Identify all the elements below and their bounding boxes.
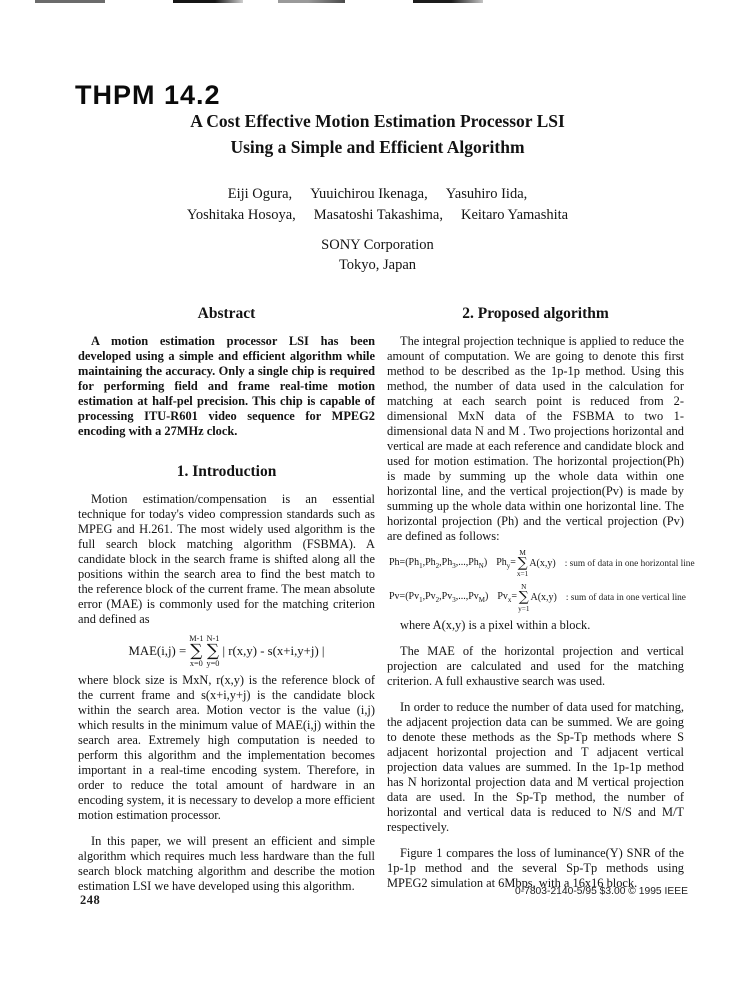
- section-heading-introduction: 1. Introduction: [176, 463, 277, 480]
- paragraph: The integral projection technique is applied to reduce the amount of computation. We are going to denote this first method to be described as the 1p-1p method. Using this method, the number of data used in the calculation for matching at each search point is reduced from 2-dimensional MxN data of the FSBMA to two 1-dimensional data N and M . Two projections horizontal and vertical are made at each reference and candidate block and used for motion estimation. The horizontal projection(Ph) is made by summing up the whole data within one horizontal line, and the vertical projection(Pv) is made by summing up the whole data within one horizontal line. The horizontal projection (Ph) and the vertical projection (Pv) are defined as follows:: [387, 334, 684, 543]
- pv-note: : sum of data in one vertical line: [565, 592, 686, 603]
- equation-ph: [389, 548, 695, 579]
- scan-artifact-line: [413, 0, 483, 3]
- paragraph: where block size is MxN, r(x,y) is the reference block of the current frame and s(x+i,y+j) is the candidate block within the search area. Motion vector is the value (i,j) which results in the minimum value of MAE(i,j) within the search area. Extremely high computation is needed to perform this algorithm and the implementation becomes important in a real-time encoding system. Therefore, in order to reduce the total amount of hardware in an encoding system, it is necessary to develop a more efficient motion estimation processor.: [78, 673, 375, 823]
- page-number: 248: [80, 893, 101, 907]
- sigma-icon: ∑: [517, 555, 528, 572]
- paragraph: The MAE of the horizontal projection and vertical projection are calculated and used for the matching criterion. A full exhaustive search was used.: [387, 643, 684, 688]
- section-heading-proposed-algorithm: 2. Proposed algorithm: [462, 305, 609, 322]
- column-left: [78, 303, 375, 894]
- paper-title-line-2: Using a Simple and Efficient Algorithm: [230, 137, 525, 157]
- ph-note: : sum of data in one horizontal line: [564, 558, 695, 569]
- authors-line-2: [0, 207, 755, 224]
- equation-pv: [389, 583, 684, 612]
- pv-vector: $Pv=(Pv_1,Pv_2,Pv_3,...,Pv_M)$: [389, 591, 489, 605]
- paper-title: [0, 108, 755, 160]
- paragraph: In this paper, we will present an efficient and simple algorithm which requires much less hardware than the full search block matching algorithm and describe the motion estimation LSI we have developed using this algorithm.: [78, 834, 375, 894]
- paper-body: [78, 303, 695, 894]
- abstract-heading: Abstract: [197, 305, 256, 322]
- author-name: Masatoshi Takashima,: [313, 207, 443, 223]
- abstract-body: A motion estimation processor LSI has been developed using a simple and efficient algorithm while maintaining the accuracy. Only a single chip is required for performing field and frame real-time motion estimation at half-pel precision. This chip is capable of processing ITU-R601 video sequence for MPEG2 encoding with a 27MHz clock.: [78, 334, 375, 438]
- ph-vector: $Ph=(Ph_1,Ph_2,Ph_3,...,Ph_N)$: [389, 557, 488, 571]
- scan-artifact-line: [173, 0, 243, 3]
- affiliation-org: SONY Corporation: [321, 237, 434, 253]
- sigma-icon: ∑: [206, 641, 220, 662]
- scan-artifact-line: [278, 0, 345, 3]
- paragraph: Figure 1 compares the loss of luminance(Y) SNR of the 1p-1p method and the several Sp-Tp methods using MPEG2 simulation at 6Mbps, with a 16x16 block.: [387, 845, 684, 890]
- equation-mae: [78, 634, 375, 668]
- copyright-notice: 0-7803-2140-5/95 $3.00 © 1995 IEEE: [514, 886, 688, 897]
- paragraph: Motion estimation/compensation is an essential technique for today's video compression standards such as MPEG and H.261. The most widely used algorithm is the full search block matching algorithm (FSBMA). A candidate block in the search frame is shifted along all the positions within the search area to find the best match to the reference block of the current frame. The mean absolute error (MAE) is commonly used for the matching criterion and defined as: [78, 492, 375, 626]
- summation-symbol: M ∑ x=1: [516, 548, 529, 579]
- session-code: THPM 14.2: [75, 80, 221, 110]
- paper-title-line-1: A Cost Effective Motion Estimation Processor LSI: [190, 111, 565, 131]
- equation-lhs: MAE(i,j) =: [128, 643, 187, 658]
- author-name: Eiji Ogura,: [227, 186, 293, 202]
- paragraph: In order to reduce the number of data used for matching, the adjacent projection data can be summed. We are going to denote these methods as the Sp-Tp methods where S adjacent horizontal projection and T adjacent vertical projection data values are summed. In the 1p-1p method has N horizontal projection data and M vertical projection data are used. In the Sp-Tp method, the number of horizontal and vertical data is reduced to N/S and M/T respectively.: [387, 699, 684, 834]
- summation-symbol: M-1 ∑ x=0: [189, 634, 204, 669]
- author-name: Yoshitaka Hosoya,: [186, 207, 296, 223]
- author-name: Yuuichirou Ikenaga,: [310, 186, 428, 202]
- author-name: Yasuhiro Iida,: [445, 186, 528, 202]
- scan-artifact-line: [35, 0, 105, 3]
- authors-line-1: [0, 186, 755, 203]
- sigma-icon: ∑: [518, 589, 529, 606]
- ph-definition: $Ph_y=$ M ∑ x=1 A(x,y): [496, 548, 556, 579]
- pv-definition: $Pv_x=$ N ∑ y=1 A(x,y): [497, 582, 557, 613]
- author-name: Keitaro Yamashita: [460, 207, 569, 223]
- column-right: [387, 303, 695, 894]
- summation-symbol: N-1 ∑ y=0: [206, 634, 220, 669]
- equation-rhs: | r(x,y) - s(x+i,y+j) |: [222, 643, 325, 658]
- affiliation: [0, 235, 755, 275]
- sigma-icon: ∑: [190, 641, 203, 662]
- summation-symbol: N ∑ y=1: [518, 582, 530, 613]
- equation-where-clause: where A(x,y) is a pixel within a block.: [400, 617, 591, 632]
- affiliation-city: Tokyo, Japan: [338, 257, 417, 273]
